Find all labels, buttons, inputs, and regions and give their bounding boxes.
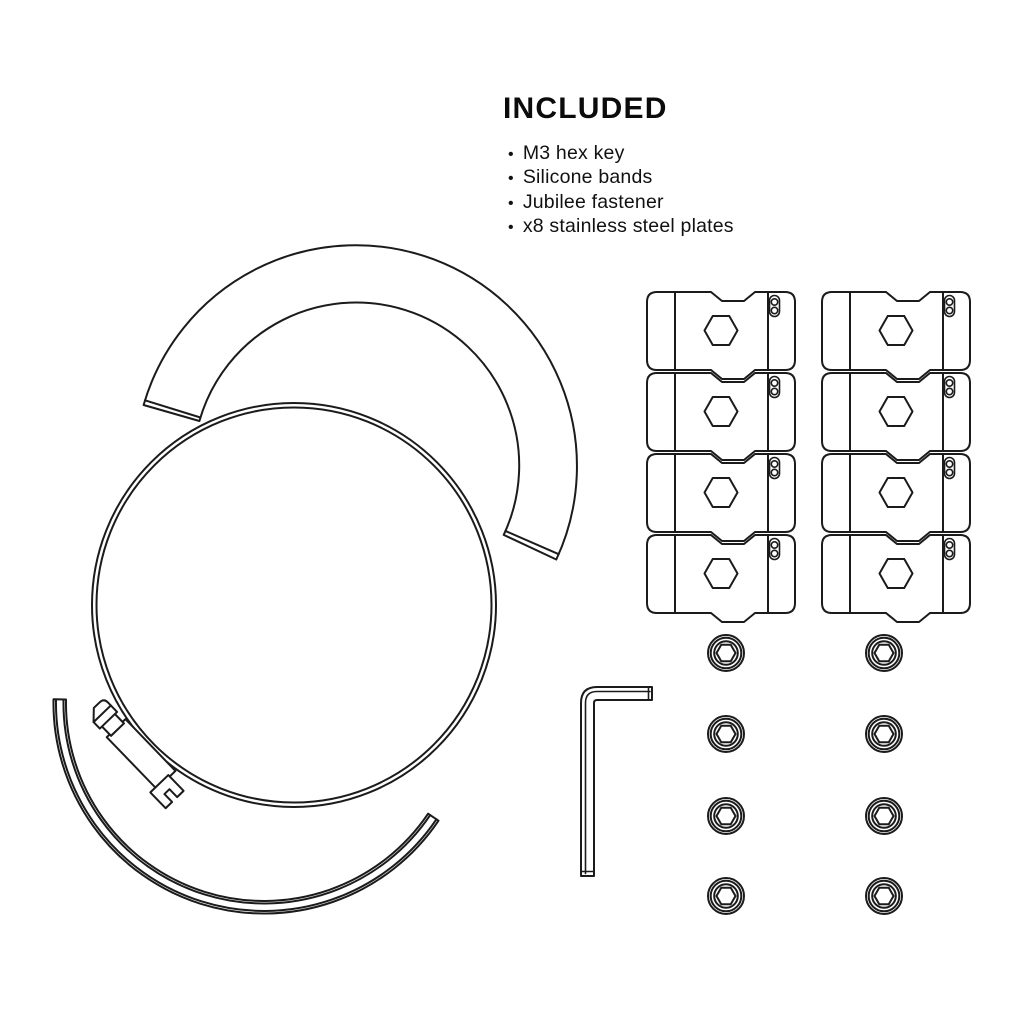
steel-plate	[822, 535, 970, 622]
included-title: INCLUDED	[503, 92, 668, 125]
bullet-icon: •	[508, 170, 514, 188]
included-list-item	[508, 142, 734, 166]
socket-screw	[866, 798, 902, 834]
screws-grid	[708, 635, 902, 914]
included-list-item	[508, 215, 734, 239]
steel-plate	[822, 454, 970, 541]
included-item-label: Jubilee fastener	[522, 190, 664, 213]
steel-plate	[647, 535, 795, 622]
bullet-icon: •	[508, 194, 514, 212]
socket-screw	[708, 635, 744, 671]
included-list	[508, 142, 734, 240]
plates-grid	[647, 292, 970, 622]
steel-plate	[647, 292, 795, 379]
included-item-label: M3 hex key	[522, 142, 625, 164]
steel-plate	[822, 373, 970, 460]
steel-plate	[647, 454, 795, 541]
included-list-item	[508, 166, 734, 190]
included-item-label: Silicone bands	[522, 166, 653, 189]
hex-key	[581, 687, 652, 876]
steel-plate	[647, 373, 795, 460]
socket-screw	[708, 798, 744, 834]
socket-screw	[708, 878, 744, 914]
jubilee-fastener	[81, 403, 496, 808]
included-panel	[503, 92, 734, 240]
socket-screw	[866, 635, 902, 671]
bullet-icon: •	[508, 146, 514, 163]
included-item-label: x8 stainless steel plates	[522, 215, 734, 238]
socket-screw	[866, 716, 902, 752]
steel-plate	[822, 292, 970, 379]
socket-screw	[866, 878, 902, 914]
socket-screw	[708, 716, 744, 752]
bullet-icon: •	[508, 219, 514, 237]
included-list-item	[508, 191, 734, 215]
